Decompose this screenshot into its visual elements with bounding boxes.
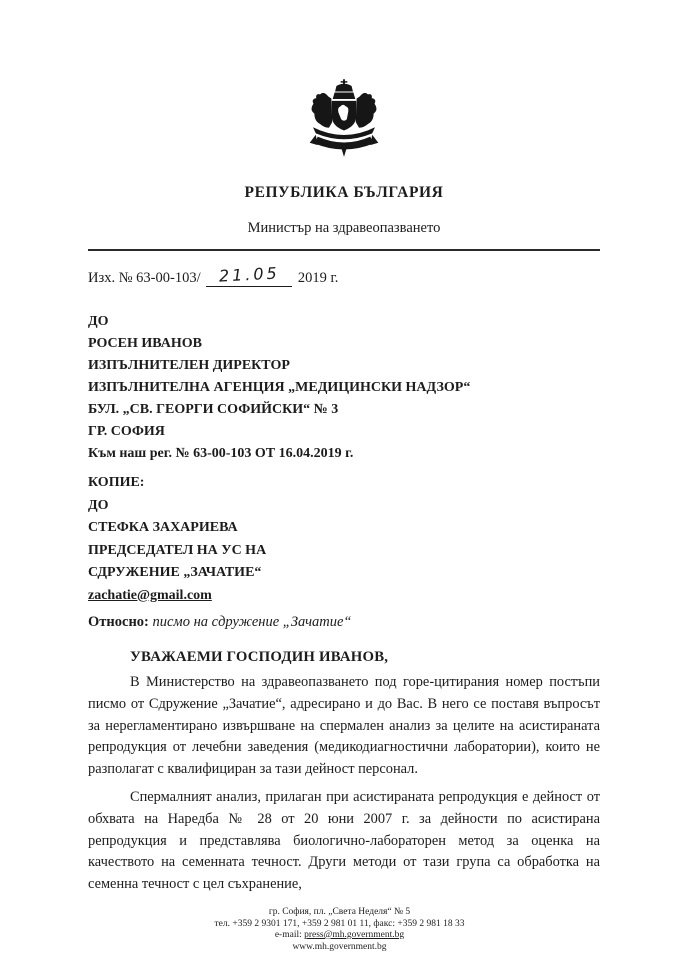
recipient-street: БУЛ. „СВ. ГЕОРГИ СОФИЙСКИ“ № 3 — [88, 402, 339, 417]
copy-title: ПРЕДСЕДАТЕЛ НА УС НА — [88, 542, 267, 558]
republic-title: РЕПУБЛИКА БЪЛГАРИЯ — [244, 184, 444, 201]
recipient-agency: ИЗПЪЛНИТЕЛНА АГЕНЦИЯ „МЕДИЦИНСКИ НАДЗОР“ — [88, 380, 471, 395]
recipient-name: РОСЕН ИВАНОВ — [88, 336, 202, 351]
footer-email-label: e-mail: — [274, 930, 305, 940]
subject-label: Относно: — [88, 614, 149, 630]
copy-label: КОПИЕ: — [88, 475, 145, 490]
salutation: УВАЖАЕМИ ГОСПОДИН ИВАНОВ, — [130, 649, 389, 665]
copy-email-link[interactable]: zachatie@gmail.com — [88, 587, 212, 603]
recipient-block — [88, 311, 600, 465]
letter-content — [88, 0, 600, 896]
footer-email-link[interactable]: press@mh.government.bg — [304, 930, 405, 940]
copy-to: ДО — [88, 497, 109, 513]
recipient-to: ДО — [88, 314, 109, 329]
handwritten-date: 21.05 — [218, 263, 280, 286]
ref-year: 2019 г. — [297, 270, 339, 286]
outgoing-ref-line — [88, 263, 600, 287]
ref-prefix: Изх. № 63-00-103/ — [88, 270, 201, 286]
header-divider — [88, 249, 600, 251]
letter-footer — [0, 907, 679, 953]
subject-line — [88, 614, 600, 631]
recipient-title: ИЗПЪЛНИТЕЛЕН ДИРЕКТОР — [88, 358, 290, 373]
bulgarian-coat-of-arms-icon — [297, 78, 391, 168]
body-paragraph-1: В Министерство на здравеопазването под горе-цитирания номер постъпи писмо от Сдружение „Зачатие“, адресирано и до Вас. В него се поставя въпросът за нерегламентирано извършване на спермален анализ за целите на асистираната репродукция от лечебни заведения (медикодиагностични лаборатории), които не разполагат с квалифициран за тази дейност персонал. — [88, 674, 600, 778]
copy-block — [88, 472, 600, 607]
body-paragraph-2: Спермалният анализ, прилаган при асистираната репродукция е дейност от обхвата на Наредба № 28 от 20 юни 2007 г. за дейности по асистирана репродукция и представлява биологично-лабораторен метод за оценка на качеството на семенната течност. Други методи от тази група са обработка на семенна течност с цел съхранение, — [88, 788, 600, 893]
handwritten-date-slot — [206, 263, 292, 287]
minister-title: Министър на здравеопазването — [247, 220, 441, 236]
copy-org: СДРУЖЕНИЕ „ЗАЧАТИЕ“ — [88, 565, 262, 580]
recipient-city: ГР. СОФИЯ — [88, 424, 165, 439]
copy-name: СТЕФКА ЗАХАРИЕВА — [88, 520, 238, 535]
footer-address: гр. София, пл. „Света Неделя“ № 5 — [268, 907, 411, 917]
footer-website: www.mh.government.bg — [292, 941, 387, 952]
our-ref-line: Към наш рег. № 63-00-103 ОТ 16.04.2019 г. — [88, 446, 354, 461]
footer-phones: тел. +359 2 9301 171, +359 2 981 01 11, факс: +359 2 981 18 33 — [214, 918, 465, 929]
letterhead — [88, 0, 600, 237]
subject-text: писмо на сдружение „Зачатие“ — [152, 614, 352, 630]
